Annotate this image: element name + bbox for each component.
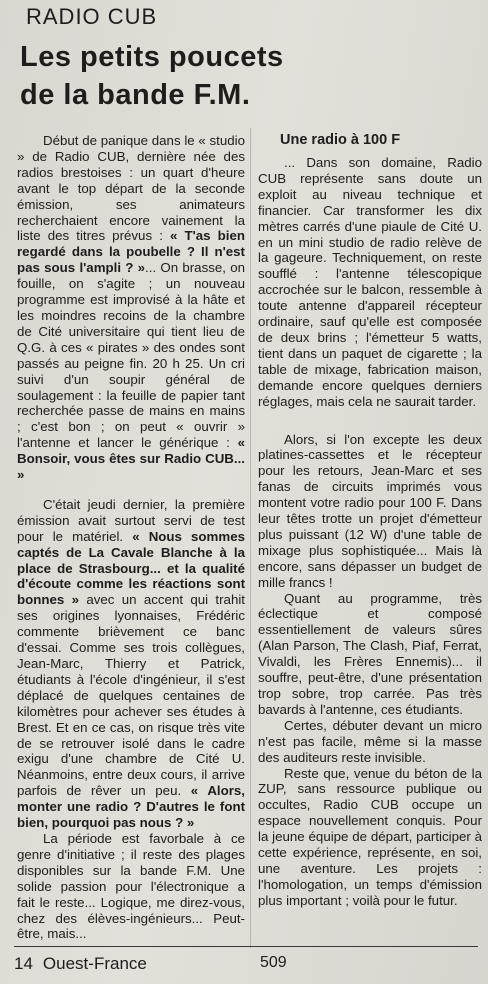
paragraph: Quant au programme, très éclectique et composé essentiellement de valeurs sûres (Alan Parson, The Clash, Piaf, Ferrat, Vivaldi, les Frères Ennemis)... il souffre, peut-être, d'une présentation trop sobre, trop carrée. Pas très bavards à l'antenne, ces étudiants.: [258, 590, 482, 717]
text-run: C'était jeudi dernier, la première émission avait surtout servi de test pour le matériel.: [17, 496, 245, 544]
paragraph: ... Dans son domaine, Radio CUB représente sans doute un exploit au niveau technique et financier. Car transformer les dix mètres carrés d'une piaule de Cité U. en un mini studio de radio relève de la gageure. Techniquement, on reste soufflé : l'antenne télescopique accrochée sur le balcon, ressemble à toute antenne d'appareil récepteur ordinaire, sauf qu'elle est composée de deux brins ; l'émetteur 5 watts, tient dans un paquet de cigarette ; la table de mixage, fabrication maison, demande encore quelques derniers réglages, mais cela ne saurait tarder.: [258, 155, 482, 409]
headline: [20, 38, 480, 114]
article-column-2: [258, 155, 482, 909]
footer-rule: [14, 946, 478, 947]
text-run: ... On brasse, on fouille, on s'agite ; un nouveau programme est improvisé à la hâte et les moindres recoins de la chambre de Cité universitaire qui tient lieu de Q.G. à ces « pirates » des ondes sont passés au peigne fin. 20 h 25. Un cri suivi d'un soupir général de soulagement : la feuille de papier tant recherchée passe de mains en mains ; c'est bon ; on peut « ouvrir » l'antenne et lancer le générique :: [17, 260, 245, 451]
issue-number: 509: [260, 954, 287, 971]
paragraph: Alors, si l'on excepte les deux platines-cassettes et le récepteur pour les retours, Jean-Marc et ses fanas de circuits imprimés vous montent votre radio pour 100 F. Dans leur têtes trotte un projet d'émetteur plus puissant (12 W) d'une table de mixage plus sophistiquée... Mais là encore, sans dépasser un budget de mille francs !: [258, 431, 482, 590]
paragraph: Certes, débuter devant un micro n'est pas facile, même si la masse des auditeurs reste invisible.: [258, 717, 482, 765]
footer-source: [14, 954, 147, 974]
bold-quote: « T'as bien regardé dans la poubelle ? Il n'est pas sous l'ampli ? »: [17, 228, 245, 276]
paragraph: [17, 497, 245, 831]
paragraph: La période est favorbale à ce genre d'initiative ; il reste des plages disponibles sur la bande F.M. Une solide passion pour l'électronique a fait le reste... Logique, me direz-vous, chez des élèves-ingénieurs... Peut-être, mais...: [17, 830, 245, 942]
text-run: avec un accent qui trahit ses origines lyonnaises, Frédéric commente brièvement ce banc d'essai. Comme ses trois collègues, Jean-Marc, Thierry et Patrick, étudiants à l'école d'ingénieur, il s'est déplacé de quelques centaines de kilomètres pour achever ses études à Brest. Et en ce cas, on risque très vite de se retrouver isolé dans le cadre exigu d'une chambre de Cité U. Néanmoins, entre deux cours, il arrive parfois de rêver un peu.: [17, 592, 245, 799]
section-subhead: Une radio à 100 F: [280, 132, 401, 148]
paragraph: [17, 133, 245, 483]
headline-line-2: de la bande F.M.: [20, 79, 251, 111]
column-divider: [250, 128, 251, 948]
paragraph: Reste que, venue du béton de la ZUP, sans ressource publique ou occultes, Radio CUB occupe un espace nouvellement conquis. Pour la jeune équipe de départ, participer à cette expérience, représente, en soi, une aventure. Les projets : l'homologation, un temps d'émission plus important ; voilà pour le futur.: [258, 765, 482, 908]
text-run: Début de panique dans le « studio » de Radio CUB, dernière née des radios brestoises : un quart d'heure avant le top départ de la seconde émission, ses animateurs recherchaient encore vainement la liste des titres prévus :: [17, 133, 245, 244]
newspaper-name: Ouest-France: [42, 954, 147, 973]
bold-quote: « Alors, monter une radio ? D'autres le font bien, pourquoi pas nous ? »: [17, 783, 246, 831]
headline-line-1: Les petits poucets: [20, 41, 284, 73]
rubric-label: RADIO CUB: [26, 4, 158, 29]
page-number: 14: [14, 954, 33, 973]
bold-quote: « Bonsoir, vous êtes sur Radio CUB... »: [17, 435, 245, 483]
bold-quote: « Nous sommes captés de La Cavale Blanche à la place de Strasbourg... et la qualité d'écoute comme les réactions sont bonnes »: [17, 528, 245, 608]
article-column-1: [17, 133, 245, 942]
